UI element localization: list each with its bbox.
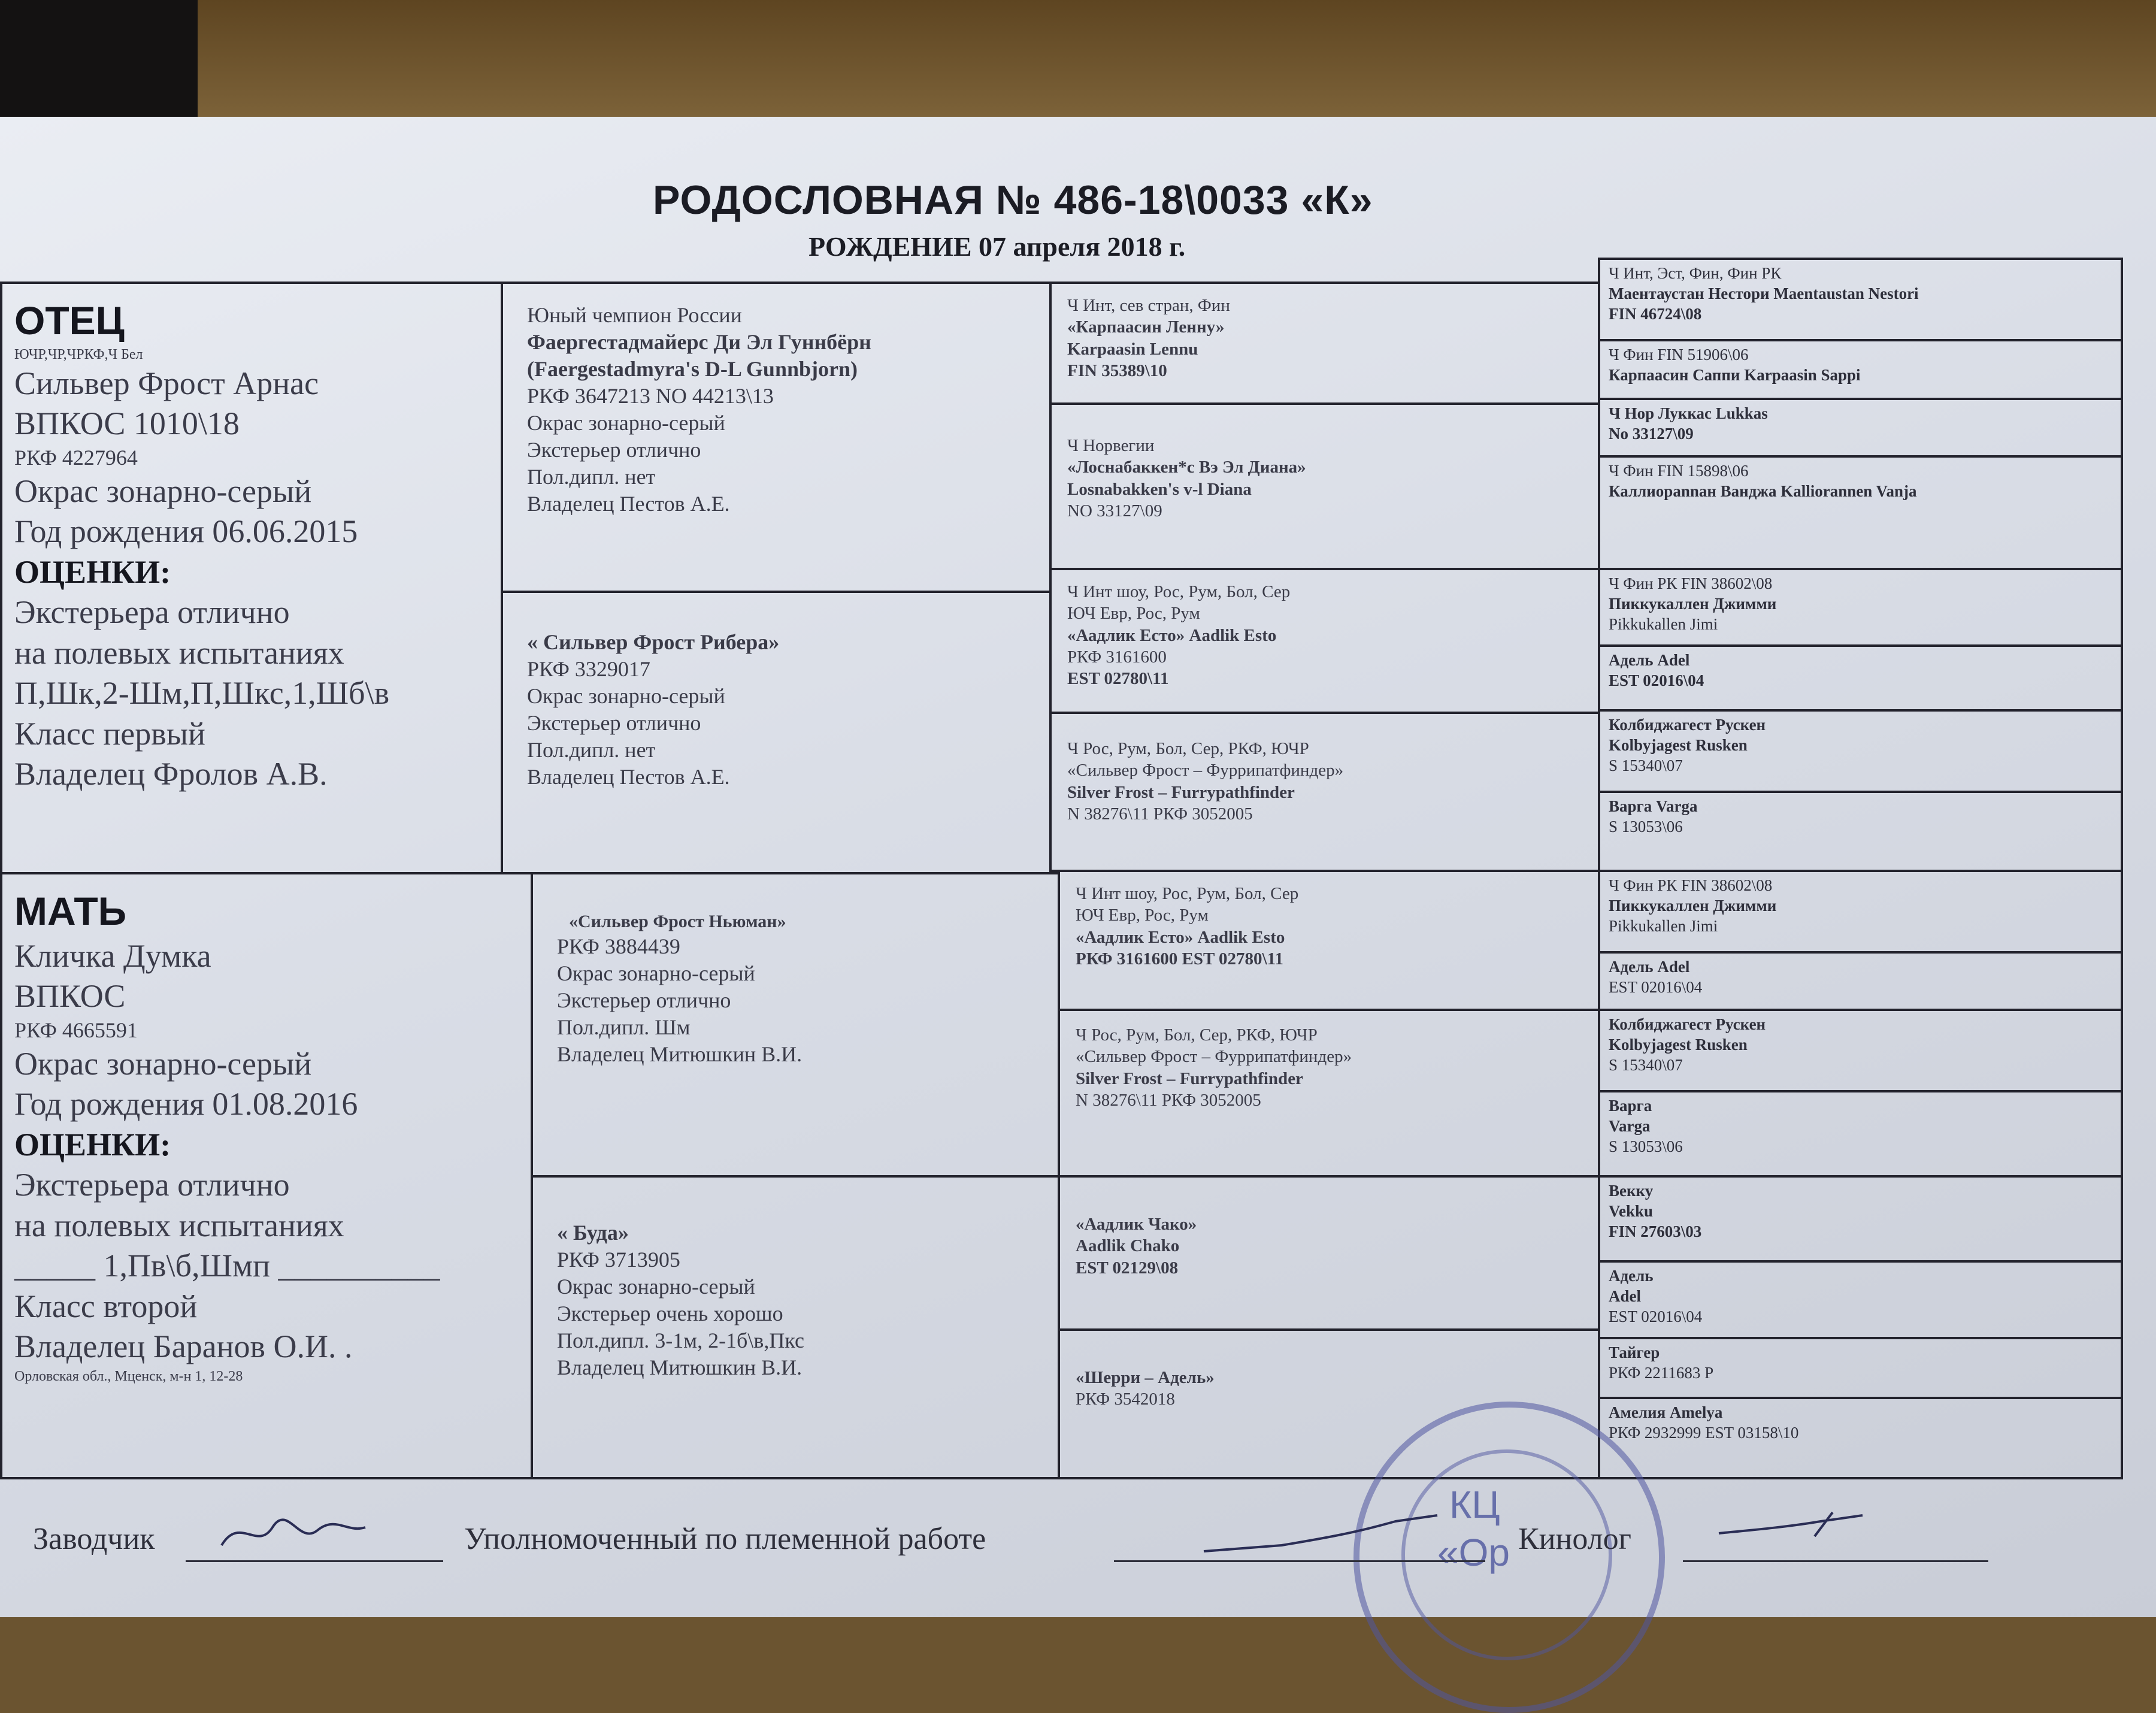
gggp-2-l1: Ч Фин FIN 51906\06 — [1609, 346, 1749, 364]
ggp-6-l1: Ч Рос, Рум, Бол, Сер, РКФ, ЮЧР — [1076, 1025, 1318, 1045]
gp-mf-line-5: Пол.дипл. Шм — [557, 1015, 691, 1039]
gggp-14-l2: Adel — [1609, 1287, 1641, 1305]
mother-scores-heading: ОЦЕНКИ: — [14, 1126, 171, 1163]
grandparent-mother-sire — [531, 872, 1060, 1178]
gp-mm-line-6: Владелец Митюшкин В.И. — [557, 1355, 803, 1379]
gggp-11-l3: S 15340\07 — [1609, 1055, 1683, 1074]
ggp-1-l3: Karpaasin Lennu — [1067, 339, 1198, 359]
gp-mf-line-2: РКФ 3884439 — [557, 934, 680, 958]
mother-cell — [0, 872, 533, 1479]
gggp-5 — [1598, 568, 2123, 647]
ggp-7 — [1058, 1175, 1600, 1331]
father-scores-heading: ОЦЕНКИ: — [14, 553, 171, 590]
gggp-13-l2: Vekku — [1609, 1201, 1654, 1220]
gggp-10 — [1598, 951, 2123, 1011]
father-dob: Год рождения 06.06.2015 — [14, 513, 358, 549]
mother-score-1: Экстерьера отлично — [14, 1167, 290, 1203]
ggp-4-l1: Ч Рос, Рум, Бол, Сер, РКФ, ЮЧР — [1067, 739, 1309, 758]
gggp-11-l2: Kolbyjagest Rusken — [1609, 1035, 1748, 1054]
ggp-8-l1: «Шерри – Адель» — [1076, 1368, 1215, 1387]
ggp-2-l1: Ч Норвегии — [1067, 436, 1155, 455]
gggp-12-l3: S 13053\06 — [1609, 1137, 1683, 1155]
gggp-8-l1: Варга Varga — [1609, 797, 1698, 815]
gp-mf-line-3: Окрас зонарно-серый — [557, 961, 755, 985]
mother-dob: Год рождения 01.08.2016 — [14, 1086, 358, 1122]
gggp-3 — [1598, 398, 2123, 458]
gggp-15-l2: РКФ 2211683 Р — [1609, 1363, 1714, 1382]
grandparent-mother-dam — [531, 1175, 1060, 1479]
gggp-9-l1: Ч Фин РК FIN 38602\08 — [1609, 876, 1773, 894]
gggp-7-l1: Колбиджагест Рускен — [1609, 716, 1766, 734]
gggp-1-l1: Ч Инт, Эст, Фин, Фин РК — [1609, 264, 1782, 282]
gggp-16-l2: РКФ 2932999 EST 03158\10 — [1609, 1423, 1799, 1442]
gggp-15-l1: Тайгер — [1609, 1343, 1660, 1361]
gggp-3-l1: Ч Нор Луккас Lukkas — [1609, 404, 1768, 422]
gggp-9-l3: Pikkukallen Jimi — [1609, 916, 1718, 935]
father-score-3: П,Шк,2-Шм,П,Шкс,1,Шб\в — [14, 675, 390, 711]
gggp-15 — [1598, 1337, 2123, 1399]
gggp-1-l3: FIN 46724\08 — [1609, 304, 1702, 323]
gp-mm-line-3: Окрас зонарно-серый — [557, 1275, 755, 1299]
grandparent-father-sire — [501, 282, 1052, 593]
gggp-2 — [1598, 339, 2123, 400]
authorized-label: Уполномоченный по племенной работе — [464, 1522, 986, 1556]
gp-fm-line-1: « Сильвер Фрост Рибера» — [527, 630, 780, 654]
gggp-13-l1: Векку — [1609, 1182, 1654, 1200]
mother-reg: ВПКОС — [14, 978, 126, 1014]
gggp-6 — [1598, 644, 2123, 712]
stamp-text: КЦ — [1449, 1483, 1500, 1526]
gggp-7-l2: Kolbyjagest Rusken — [1609, 736, 1748, 754]
gp-ff-line-3: (Faergestadmyra's D-L Gunnbjorn) — [527, 357, 858, 381]
gggp-4-l1: Ч Фин FIN 15898\06 — [1609, 462, 1749, 480]
ggp-7-l2: Aadlik Chako — [1076, 1236, 1180, 1256]
breeder-signature — [216, 1509, 371, 1557]
gp-mf-line-6: Владелец Митюшкин В.И. — [557, 1042, 803, 1066]
gp-ff-line-2: Фаергестадмайерс Ди Эл Гуннбёрн — [527, 330, 871, 354]
ggp-1-l4: FIN 35389\10 — [1067, 361, 1167, 380]
gggp-6-l2: EST 02016\04 — [1609, 671, 1704, 689]
ggp-4-l4: N 38276\11 РКФ 3052005 — [1067, 804, 1253, 824]
gggp-12-l2: Varga — [1609, 1116, 1651, 1135]
gp-fm-line-4: Экстерьер отлично — [527, 711, 701, 735]
gp-mm-line-2: РКФ 3713905 — [557, 1248, 680, 1272]
father-owner: Владелец Фролов А.В. — [14, 756, 328, 792]
gggp-16 — [1598, 1397, 2123, 1479]
gggp-8-l2: S 13053\06 — [1609, 817, 1683, 836]
ggp-8-l2: РКФ 3542018 — [1076, 1390, 1175, 1409]
ggp-2 — [1049, 402, 1600, 570]
ggp-3 — [1049, 568, 1600, 714]
ggp-3-l2: ЮЧ Евр, Рос, Рум — [1067, 604, 1200, 624]
ggp-6 — [1058, 1009, 1600, 1178]
grandparent-father-dam — [501, 591, 1052, 874]
ggp-1 — [1049, 282, 1600, 405]
ggp-7-l1: «Аадлик Чако» — [1076, 1215, 1197, 1234]
ggp-3-l5: EST 02780\11 — [1067, 669, 1169, 688]
ggp-4 — [1049, 712, 1600, 872]
gp-fm-line-2: РКФ 3329017 — [527, 657, 650, 681]
kinolog-signature — [1713, 1509, 1881, 1551]
father-color: Окрас зонарно-серый — [14, 473, 312, 509]
father-score-2: на полевых испытаниях — [14, 634, 344, 671]
gggp-7-l3: S 15340\07 — [1609, 756, 1683, 774]
ggp-3-l4: РКФ 3161600 — [1067, 647, 1167, 667]
ggp-6-l4: N 38276\11 РКФ 3052005 — [1076, 1090, 1261, 1110]
father-reg: ВПКОС 1010\18 — [14, 405, 240, 441]
ggp-3-l3: «Аадлик Есто» Aadlik Esto — [1067, 625, 1277, 645]
gggp-9-l2: Пиккукаллен Джимми — [1609, 896, 1777, 915]
kinolog-label: Кинолог — [1518, 1522, 1631, 1556]
gggp-1 — [1598, 258, 2123, 341]
mother-score-2: на полевых испытаниях — [14, 1207, 344, 1243]
ggp-3-l1: Ч Инт шоу, Рос, Рум, Бол, Сер — [1067, 582, 1291, 601]
gp-ff-line-1: Юный чемпион России — [527, 303, 742, 327]
gggp-7 — [1598, 709, 2123, 793]
gp-mf-line-4: Экстерьер отлично — [557, 988, 731, 1012]
gp-ff-line-7: Пол.дипл. нет — [527, 465, 656, 489]
gggp-11 — [1598, 1009, 2123, 1092]
authorized-signature — [1198, 1509, 1449, 1563]
gggp-3-l2: No 33127\09 — [1609, 424, 1694, 443]
mother-color: Окрас зонарно-серый — [14, 1045, 312, 1082]
father-name: Сильвер Фрост Арнас — [14, 365, 319, 401]
kinolog-signature-line — [1683, 1560, 1988, 1562]
ggp-2-l2: «Лоснабаккен*с Вэ Эл Диана» — [1067, 458, 1306, 477]
gp-ff-line-6: Экстерьер отлично — [527, 438, 701, 462]
gp-mm-line-4: Экстерьер очень хорошо — [557, 1302, 783, 1325]
ggp-4-l3: Silver Frost – Furrypathfinder — [1067, 782, 1295, 802]
gggp-14-l3: EST 02016\04 — [1609, 1307, 1703, 1325]
gggp-10-l2: EST 02016\04 — [1609, 977, 1703, 996]
gggp-12 — [1598, 1090, 2123, 1178]
ggp-4-l2: «Сильвер Фрост – Фуррипатфиндер» — [1067, 761, 1344, 780]
gp-mm-line-5: Пол.дипл. 3-1м, 2-1б\в,Пкс — [557, 1328, 804, 1352]
ggp-1-l2: «Карпаасин Ленну» — [1067, 317, 1225, 337]
gggp-6-l1: Адель Adel — [1609, 651, 1690, 669]
gggp-5-l1: Ч Фин РК FIN 38602\08 — [1609, 574, 1773, 592]
gggp-12-l1: Варга — [1609, 1097, 1652, 1115]
gp-fm-line-3: Окрас зонарно-серый — [527, 684, 725, 708]
ggp-7-l3: EST 02129\08 — [1076, 1258, 1179, 1278]
gggp-5-l2: Пиккукаллен Джимми — [1609, 594, 1777, 613]
ggp-5-l1: Ч Инт шоу, Рос, Рум, Бол, Сер — [1076, 884, 1299, 903]
stamp-text-2: «Ор — [1437, 1531, 1510, 1574]
gggp-13-l3: FIN 27603\03 — [1609, 1222, 1702, 1240]
gggp-9 — [1598, 870, 2123, 954]
ggp-2-l3: Losnabakken's v-l Diana — [1067, 479, 1252, 499]
mother-name: Кличка Думка — [14, 937, 211, 974]
pedigree-table — [0, 264, 2123, 1479]
gggp-4-l2: Каллиорannан Ванджа Kalliorannen Vanja — [1609, 482, 1917, 500]
ggp-2-l4: NO 33127\09 — [1067, 501, 1162, 520]
father-titles: ЮЧР,ЧР,ЧРКФ,Ч Бел — [14, 346, 143, 362]
gp-ff-line-5: Окрас зонарно-серый — [527, 411, 725, 435]
mother-class: Класс второй — [14, 1288, 198, 1324]
gggp-5-l3: Pikkukallen Jimi — [1609, 615, 1718, 633]
document-title: РОДОСЛОВНАЯ № 486-18\0033 «К» — [653, 177, 1373, 223]
gp-mm-line-1: « Буда» — [557, 1221, 629, 1245]
mother-heading: МАТЬ — [14, 889, 127, 933]
ggp-5 — [1058, 870, 1600, 1011]
mother-rkf: РКФ 4665591 — [14, 1018, 138, 1042]
breeder-signature-line — [186, 1560, 443, 1562]
gggp-10-l1: Адель Adel — [1609, 958, 1690, 976]
gggp-14 — [1598, 1260, 2123, 1339]
gp-fm-line-5: Пол.дипл. нет — [527, 738, 656, 762]
ggp-5-l2: ЮЧ Евр, Рос, Рум — [1076, 906, 1209, 925]
gggp-16-l1: Амелия Amelya — [1609, 1403, 1723, 1421]
gggp-13 — [1598, 1175, 2123, 1263]
gggp-11-l1: Колбиджагест Рускен — [1609, 1015, 1766, 1033]
mother-owner: Владелец Баранов О.И. . — [14, 1328, 353, 1364]
ggp-6-l3: Silver Frost – Furrypathfinder — [1076, 1069, 1303, 1088]
ggp-1-l1: Ч Инт, сев стран, Фин — [1067, 296, 1230, 315]
gp-ff-line-4: РКФ 3647213 NO 44213\13 — [527, 384, 774, 408]
gggp-1-l2: Маентаустан Нестори Maentaustan Nestori — [1609, 284, 1919, 302]
gggp-4 — [1598, 455, 2123, 570]
mother-score-3: _____ 1,Пв\б,Шмп __________ — [14, 1248, 440, 1284]
father-cell — [0, 282, 503, 874]
gp-mf-line-1: «Сильвер Фрост Ньюман» — [569, 912, 786, 931]
birth-date: РОЖДЕНИЕ 07 апреля 2018 г. — [808, 231, 1186, 262]
father-rkf: РКФ 4227964 — [14, 445, 138, 470]
father-score-1: Экстерьера отлично — [14, 594, 290, 630]
gggp-2-l2: Карпаасин Саппи Karpaasin Sappi — [1609, 365, 1861, 384]
ggp-6-l2: «Сильвер Фрост – Фуррипатфиндер» — [1076, 1047, 1352, 1067]
ggp-5-l4: РКФ 3161600 EST 02780\11 — [1076, 949, 1283, 969]
father-heading: ОТЕЦ — [14, 298, 125, 343]
father-class: Класс первый — [14, 715, 205, 752]
gp-fm-line-6: Владелец Пестов А.Е. — [527, 765, 730, 789]
mother-address: Орловская обл., Мценск, м-н 1, 12-28 — [14, 1368, 243, 1384]
ggp-5-l3: «Аадлик Есто» Aadlik Esto — [1076, 927, 1285, 947]
gp-ff-line-8: Владелец Пестов А.Е. — [527, 492, 730, 516]
gggp-14-l1: Адель — [1609, 1267, 1654, 1285]
gggp-8 — [1598, 791, 2123, 872]
breeder-label: Заводчик — [33, 1522, 155, 1556]
